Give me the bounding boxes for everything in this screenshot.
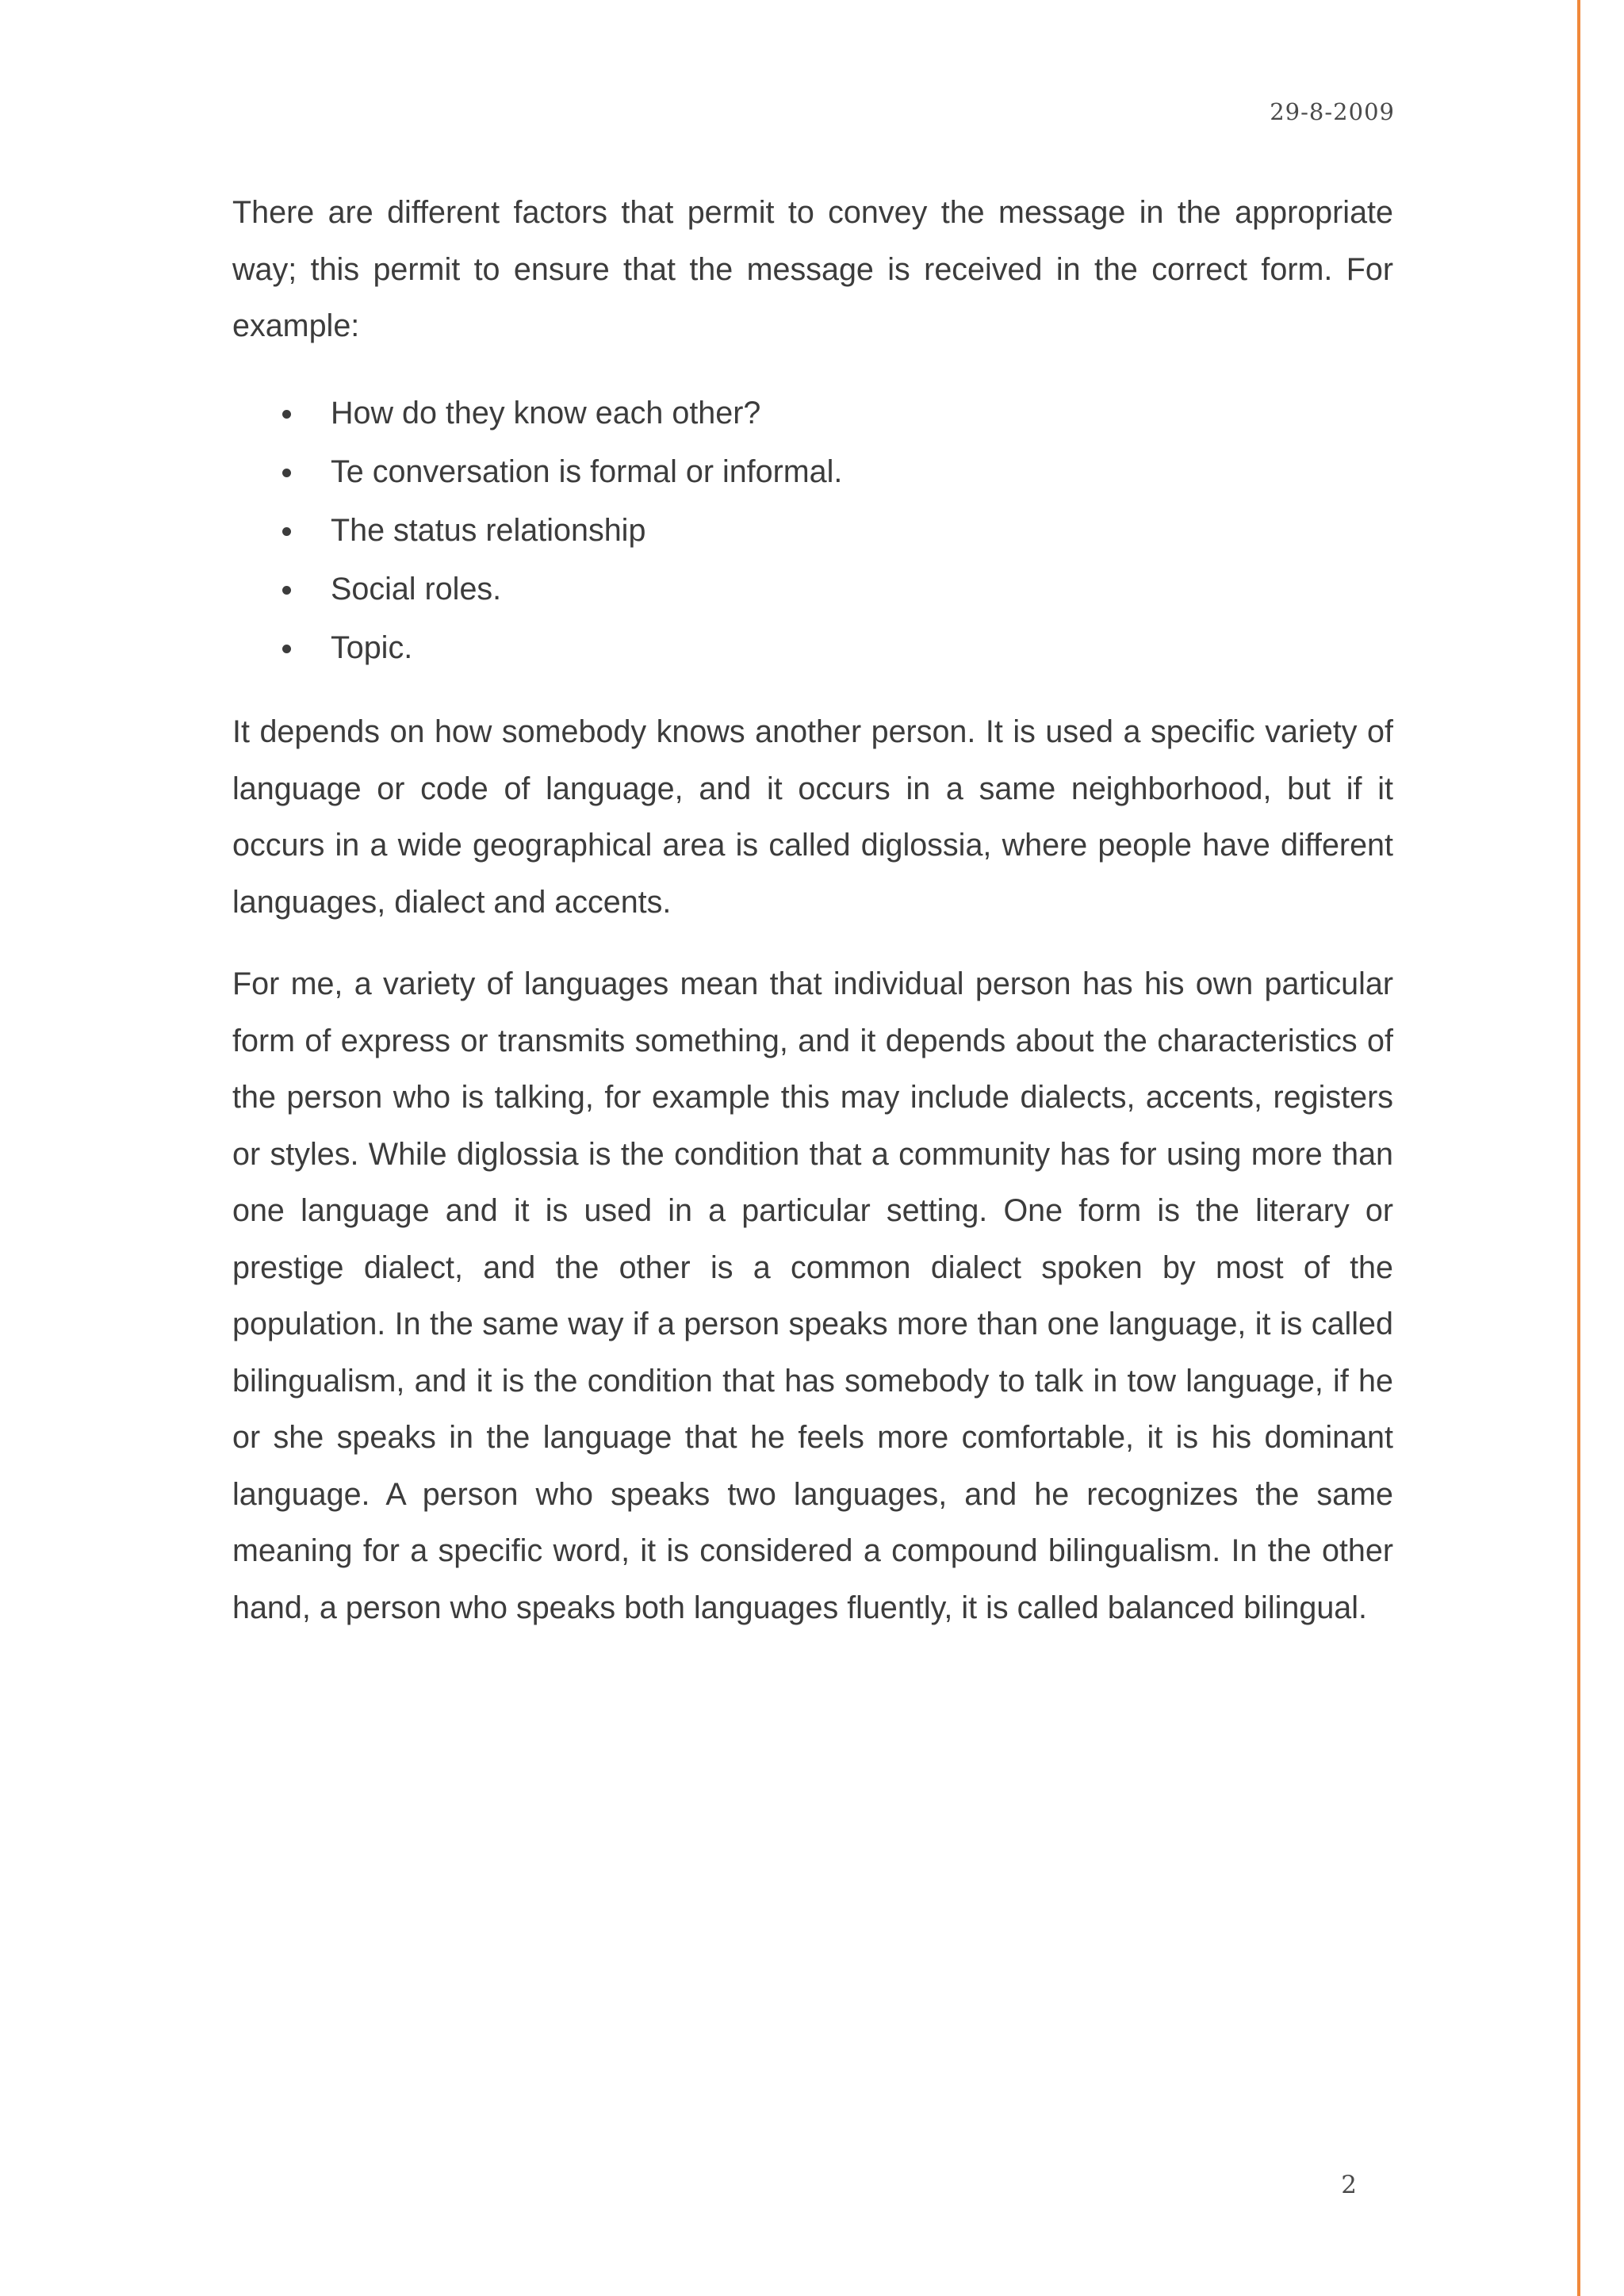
- list-item-label: Social roles.: [331, 572, 502, 607]
- page-edge-rule: [1577, 0, 1580, 2296]
- list-item-label: The status relationship: [331, 513, 646, 548]
- paragraph-diglossia: It depends on how somebody knows another person. It is used a specific variety of language or code of language, and it occurs in a same neighborhood, but if it occurs in a wide geographical area is called diglossia, where people have different languages, dialect and accents.: [232, 714, 1393, 920]
- bullet-dot-icon: [282, 410, 291, 419]
- list-item: [232, 501, 1393, 560]
- factor-bullet-list: [232, 384, 1393, 677]
- list-item: [232, 618, 1393, 677]
- list-item-label: How do they know each other?: [331, 396, 761, 430]
- header-date: 29-8-2009: [1270, 98, 1395, 125]
- bullet-dot-icon: [282, 586, 291, 595]
- list-item: [232, 560, 1393, 618]
- list-item-label: Topic.: [331, 630, 413, 665]
- list-item-label: Te conversation is formal or informal.: [331, 454, 843, 489]
- list-item: [232, 442, 1393, 501]
- bullet-dot-icon: [282, 469, 291, 477]
- paragraph-bilingualism: For me, a variety of languages mean that individual person has his own particular form of express or transmits something, and it depends about the characteristics of the person who is talking, for example this may include dialects, accents, registers or styles. While diglossia is the condition that a community has for using more than one language and it is used in a particular setting. One form is the literary or prestige dialect, and the other is a common dialect spoken by most of the population. In the same way if a person speaks more than one language, it is called bilingualism, and it is the condition that has somebody to talk in tow language, if he or she speaks in the language that he feels more comfortable, it is his dominant language. A person who speaks two languages, and he recognizes the same meaning for a specific word, it is considered a compound bilingualism. In the other hand, a person who speaks both languages fluently, it is called balanced bilingual.: [232, 966, 1393, 1625]
- bullet-dot-icon: [282, 645, 291, 653]
- list-item: [232, 384, 1393, 442]
- page-number: 2: [1341, 2171, 1357, 2199]
- bullet-dot-icon: [282, 527, 291, 536]
- paragraph-intro: There are different factors that permit to convey the message in the appropriate way; this permit to ensure that the message is received in the correct form. For example:: [232, 195, 1393, 343]
